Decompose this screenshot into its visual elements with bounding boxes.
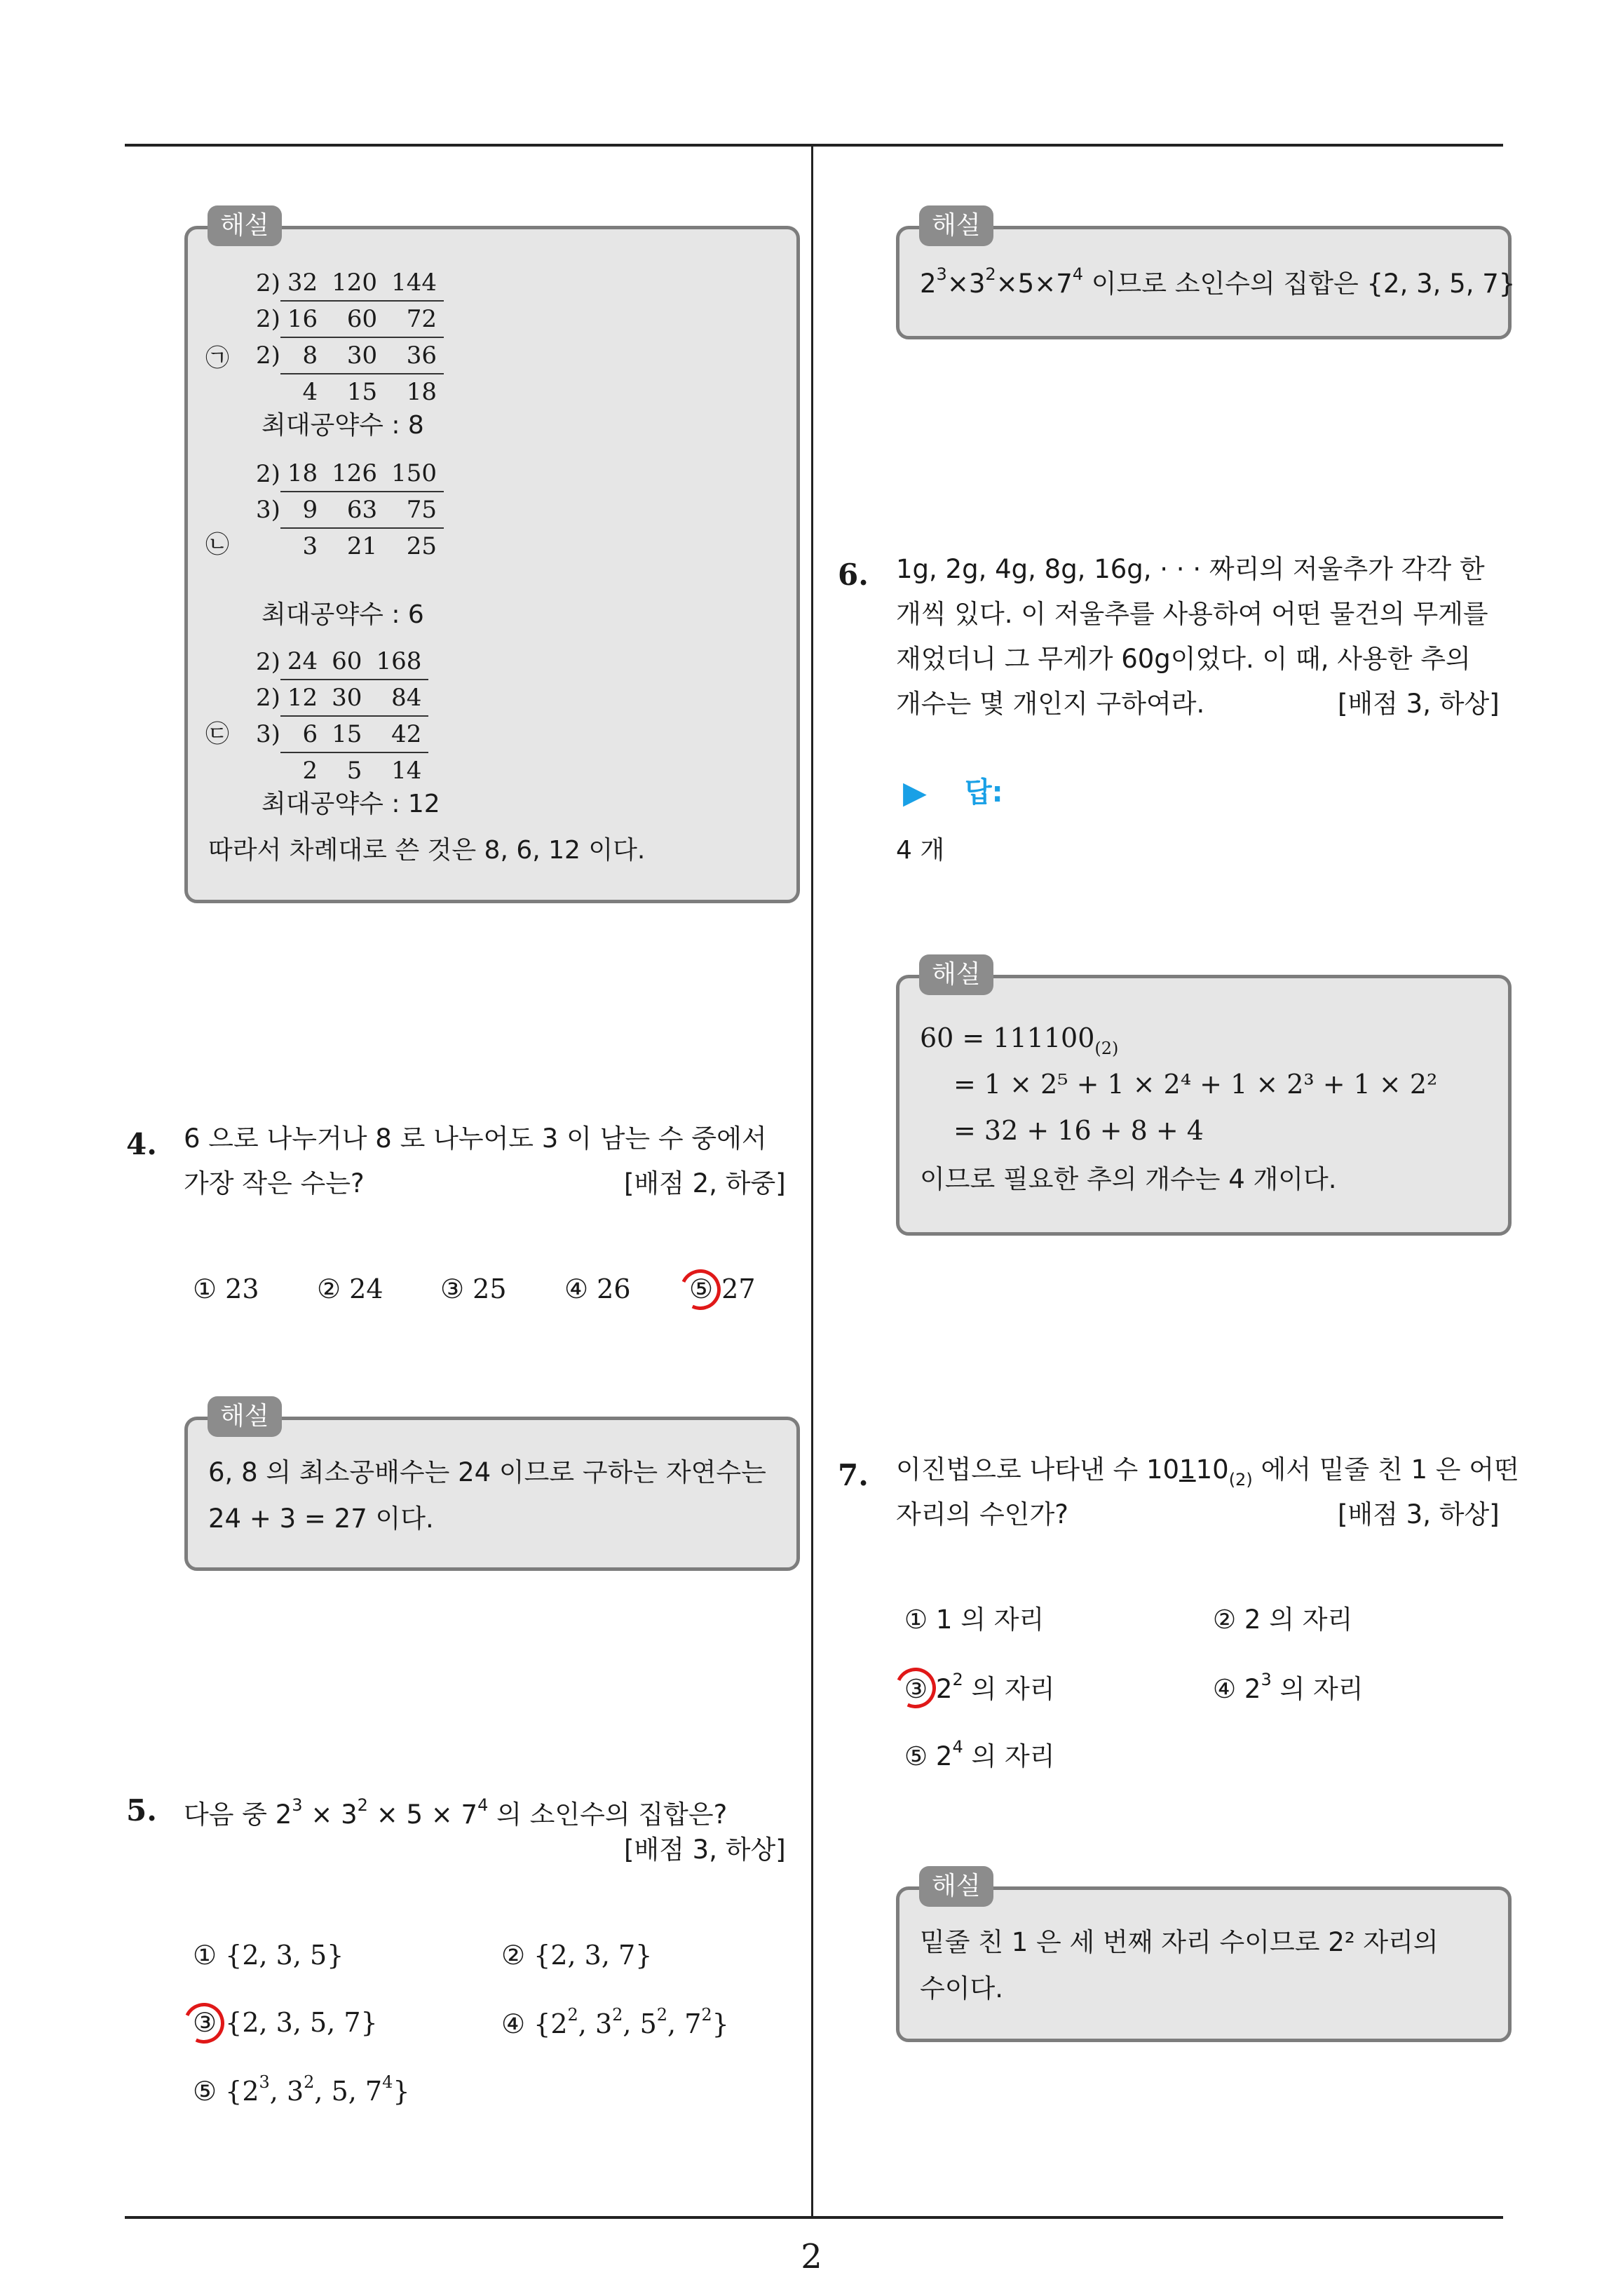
- q6-number: 6.: [838, 558, 869, 592]
- q6-line4: 개수는 몇 개인지 구하여라.: [896, 689, 1205, 719]
- q4-choice-5[interactable]: ⑤ 27: [689, 1274, 756, 1304]
- q5-choice-2[interactable]: ② {2, 3, 7}: [501, 1940, 653, 1971]
- q5-explain-text: $2^3\times 3^2\times 5\times 7^4$ 이므로 소인수의 집합은 {2, 3, 5, 7}: [920, 264, 1516, 299]
- q7-choice-1[interactable]: ① 1 의 자리: [904, 1605, 1045, 1635]
- q6-line2: 개씩 있다. 이 저울추를 사용하여 어떤 물건의 무게를: [896, 599, 1488, 629]
- q7-choice-3[interactable]: ③ $2^2$ 의 자리: [904, 1670, 1055, 1704]
- q6-explain-line2: = 1 × 2⁵ + 1 × 2⁴ + 1 × 2³ + 1 × 2²: [953, 1069, 1438, 1100]
- division-table-b: 2) 18 126 150 3) 9 63 75 3 21 25: [256, 456, 444, 564]
- q5-choice-3[interactable]: ③ {2, 3, 5, 7}: [193, 2007, 378, 2038]
- explain-tag: 해설: [919, 205, 993, 246]
- q4-line2: 가장 작은 수는?: [184, 1168, 365, 1198]
- q6-line1: 1g, 2g, 4g, 8g, 16g, · · · 짜리의 저울추가 각각 한: [896, 554, 1485, 584]
- q6-explain-line3: = 32 + 16 + 8 + 4: [953, 1115, 1204, 1146]
- box1-conclusion: 따라서 차례대로 쓴 것은 8, 6, 12 이다.: [208, 836, 646, 865]
- q4-score: [배점 2, 하중]: [624, 1168, 786, 1198]
- q6-line3: 재었더니 그 무게가 60g이었다. 이 때, 사용한 추의: [896, 644, 1471, 674]
- q6-explain-line1: $60 = 111100_{(2)}$: [920, 1022, 1119, 1058]
- division-table-a: 2) 32 120 144 2) 16 60 72 2) 8 30 36 4 15 18: [256, 265, 444, 410]
- column-divider: [811, 145, 813, 2217]
- explain-box-q7: [896, 1872, 1512, 2042]
- explain-tag: 해설: [919, 1866, 993, 1907]
- q4-line1: 6 으로 나누거나 8 로 나누어도 3 이 남는 수 중에서: [184, 1123, 767, 1154]
- q7-choice-5[interactable]: ⑤ $2^4$ 의 자리: [904, 1737, 1055, 1771]
- q4-choice-1[interactable]: ① 23: [193, 1274, 259, 1304]
- q6-answer: 4 개: [896, 836, 945, 865]
- q7-number: 7.: [838, 1458, 869, 1492]
- circle-label-c: ㉢: [205, 720, 229, 748]
- gcd-b: 최대공약수 : 6: [262, 600, 424, 629]
- q4-choice-3[interactable]: ③ 25: [440, 1274, 507, 1304]
- q7-choice-2[interactable]: ② 2 의 자리: [1213, 1605, 1353, 1635]
- q4-number: 4.: [126, 1127, 157, 1161]
- q6-score: [배점 3, 하상]: [1338, 689, 1500, 719]
- q6-explain-line4: 이므로 필요한 추의 개수는 4 개이다.: [920, 1164, 1337, 1194]
- gcd-c: 최대공약수 : 12: [262, 790, 440, 818]
- q7-choice-4[interactable]: ④ $2^3$ 의 자리: [1213, 1670, 1364, 1704]
- circle-label-a: ㉠: [205, 344, 229, 372]
- division-table-c: 2) 24 60 168 2) 12 30 84 3) 6 15 42 2 5 14: [256, 644, 428, 788]
- explain-tag: 해설: [208, 205, 282, 246]
- q7-explain-line1: 밑줄 친 1 은 세 번째 자리 수이므로 2² 자리의: [920, 1927, 1439, 1957]
- q4-choice-4[interactable]: ④ 26: [564, 1274, 631, 1304]
- q5-number: 5.: [126, 1793, 157, 1828]
- q7-score: [배점 3, 하상]: [1338, 1499, 1500, 1529]
- circle-label-b: ㉡: [205, 531, 229, 559]
- bottom-rule: [125, 2216, 1503, 2219]
- q4-choice-2[interactable]: ② 24: [317, 1274, 383, 1304]
- answer-arrow-icon: ▶: [903, 775, 927, 811]
- q5-score: [배점 3, 하상]: [624, 1835, 786, 1865]
- q5-choice-1[interactable]: ① {2, 3, 5}: [193, 1940, 344, 1971]
- q7-explain-line2: 수이다.: [920, 1973, 1003, 2004]
- explain-tag: 해설: [208, 1396, 282, 1437]
- explain-tag: 해설: [919, 954, 993, 995]
- top-rule: [125, 144, 1503, 147]
- q5-line1: 다음 중 $2^3 \times 3^2 \times 5 \times 7^4$ 의 소인수의 집합은?: [184, 1795, 728, 1830]
- q7-line1: 이진법으로 나타낸 수 $10110_{(2)}$ 에서 밑줄 친 1 은 어떤: [896, 1454, 1519, 1490]
- q5-choice-4[interactable]: ④ {$2^2$, $3^2$, $5^2$, $7^2$}: [501, 2005, 729, 2039]
- q7-line2: 자리의 수인가?: [896, 1499, 1068, 1529]
- gcd-a: 최대공약수 : 8: [262, 411, 424, 440]
- answer-label: 답:: [965, 776, 1003, 809]
- q5-choice-5[interactable]: ⑤ {$2^3$, $3^2$, 5, $7^4$}: [193, 2072, 410, 2107]
- page-number: 2: [801, 2237, 822, 2276]
- explain-box-q4: [184, 1402, 800, 1571]
- q4-explain-line2: 24 + 3 = 27 이다.: [208, 1504, 434, 1534]
- q4-explain-line1: 6, 8 의 최소공배수는 24 이므로 구하는 자연수는: [208, 1457, 766, 1487]
